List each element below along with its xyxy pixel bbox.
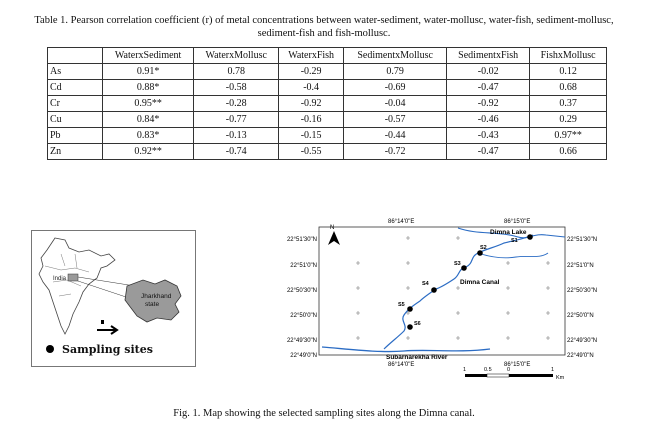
table-cell: 0.29 bbox=[530, 112, 607, 128]
table-cell: 0.66 bbox=[530, 144, 607, 160]
table-cell: -0.16 bbox=[279, 112, 344, 128]
table-cell: -0.29 bbox=[279, 64, 344, 80]
north-label: N bbox=[330, 225, 335, 231]
location-marker bbox=[101, 320, 104, 324]
site-label: S3 bbox=[454, 261, 461, 267]
lat-label-left: 22°49'0"N bbox=[290, 353, 317, 359]
site-label: S5 bbox=[398, 302, 405, 308]
state-label-line1: Jharkhand bbox=[141, 293, 172, 300]
dimna-canal-map bbox=[228, 213, 644, 389]
sampling-site-marker bbox=[407, 324, 413, 330]
lat-label-right: 22°51'30"N bbox=[567, 237, 598, 243]
row-metal: Cu bbox=[48, 112, 103, 128]
lat-label-right: 22°50'0"N bbox=[567, 313, 594, 319]
lat-labels-right bbox=[567, 237, 597, 359]
table-row bbox=[48, 128, 607, 144]
table-cell: -0.13 bbox=[194, 128, 279, 144]
lat-label-left: 22°50'0"N bbox=[290, 313, 317, 319]
table-row bbox=[48, 96, 607, 112]
scale-tick-label: 0.5 bbox=[484, 367, 492, 373]
table-cell: -0.28 bbox=[194, 96, 279, 112]
table-cell: -0.92 bbox=[447, 96, 530, 112]
table-cell: 0.91* bbox=[103, 64, 194, 80]
column-header: FishxMollusc bbox=[530, 48, 607, 64]
canal-label: Dimna Canal bbox=[460, 279, 500, 286]
sampling-site-marker bbox=[431, 287, 437, 293]
column-header: SedimentxFish bbox=[447, 48, 530, 64]
column-header: WaterxSediment bbox=[103, 48, 194, 64]
lon-label-top: 86°14'0"E bbox=[388, 219, 415, 225]
sampling-site-marker bbox=[407, 306, 413, 312]
india-label: India bbox=[53, 276, 67, 282]
table-cell: 0.88* bbox=[103, 80, 194, 96]
row-metal: Pb bbox=[48, 128, 103, 144]
table-cell: -0.46 bbox=[447, 112, 530, 128]
lon-label-bottom: 86°15'0"E bbox=[504, 362, 531, 368]
table-cell: -0.15 bbox=[279, 128, 344, 144]
table-cell: -0.43 bbox=[447, 128, 530, 144]
table-cell: -0.72 bbox=[344, 144, 447, 160]
table-header-row bbox=[48, 48, 607, 64]
table-cell: -0.4 bbox=[279, 80, 344, 96]
site-label: S6 bbox=[414, 321, 421, 327]
sampling-site-marker bbox=[527, 234, 533, 240]
lat-labels-left bbox=[287, 237, 317, 359]
table-cell: 0.95** bbox=[103, 96, 194, 112]
table-cell: 0.79 bbox=[344, 64, 447, 80]
site-label: S1 bbox=[511, 238, 518, 244]
table-cell: -0.55 bbox=[279, 144, 344, 160]
table-row bbox=[48, 80, 607, 96]
table-cell: 0.84* bbox=[103, 112, 194, 128]
table-cell: 0.68 bbox=[530, 80, 607, 96]
column-header: WaterxMollusc bbox=[194, 48, 279, 64]
table-caption: Table 1. Pearson correlation coefficient (r) of metal concentrations between water-sediment, water-mollusc, water-fish, sediment-mollusc, sediment-fish and fish-mollusc. bbox=[34, 15, 614, 39]
row-metal: Zn bbox=[48, 144, 103, 160]
scale-tick-label: 1 bbox=[463, 367, 467, 373]
jharkhand-highlight-small bbox=[68, 274, 78, 281]
table-cell: -0.47 bbox=[447, 144, 530, 160]
map-frame bbox=[319, 227, 565, 355]
table-row bbox=[48, 112, 607, 128]
row-metal: Cr bbox=[48, 96, 103, 112]
lat-label-right: 22°49'30"N bbox=[567, 338, 598, 344]
figure-caption: Fig. 1. Map showing the selected sampling sites along the Dimna canal. bbox=[173, 408, 475, 419]
correlation-table bbox=[47, 47, 607, 160]
lat-label-right: 22°50'30"N bbox=[567, 288, 598, 294]
lat-label-left: 22°50'30"N bbox=[286, 288, 317, 294]
site-label: S4 bbox=[422, 281, 429, 287]
table-cell: 0.83* bbox=[103, 128, 194, 144]
scale-unit: Km bbox=[556, 375, 565, 381]
scale-tick-label: 0 bbox=[507, 367, 511, 373]
row-metal: Cd bbox=[48, 80, 103, 96]
table-cell: -0.02 bbox=[447, 64, 530, 80]
lon-label-top: 86°15'0"E bbox=[504, 219, 531, 225]
table-cell: -0.04 bbox=[344, 96, 447, 112]
legend-label: Sampling sites bbox=[62, 343, 153, 356]
table-cell: -0.58 bbox=[194, 80, 279, 96]
lon-label-bottom: 86°14'0"E bbox=[388, 362, 415, 368]
sampling-site-marker bbox=[477, 250, 483, 256]
column-header bbox=[48, 48, 103, 64]
lat-label-left: 22°49'30"N bbox=[286, 338, 317, 344]
scale-tick-label: 1 bbox=[551, 367, 555, 373]
table-cell: -0.44 bbox=[344, 128, 447, 144]
lat-label-left: 22°51'30"N bbox=[286, 237, 317, 243]
state-label-line2: state bbox=[145, 301, 160, 308]
site-label: S2 bbox=[480, 245, 487, 251]
column-header: WaterxFish bbox=[279, 48, 344, 64]
lake-label: Dimna Lake bbox=[490, 229, 527, 236]
table-cell: 0.78 bbox=[194, 64, 279, 80]
table-cell: -0.69 bbox=[344, 80, 447, 96]
table-cell: -0.77 bbox=[194, 112, 279, 128]
row-metal: As bbox=[48, 64, 103, 80]
table-cell: -0.74 bbox=[194, 144, 279, 160]
table-cell: -0.92 bbox=[279, 96, 344, 112]
sampling-site-marker bbox=[461, 265, 467, 271]
river-label: Subarnarekha River bbox=[386, 354, 448, 361]
scale-bar bbox=[463, 367, 565, 381]
table-row bbox=[48, 64, 607, 80]
lat-label-left: 22°51'0"N bbox=[290, 263, 317, 269]
table-cell: 0.92** bbox=[103, 144, 194, 160]
table-cell: 0.12 bbox=[530, 64, 607, 80]
table-cell: 0.37 bbox=[530, 96, 607, 112]
table-cell: 0.97** bbox=[530, 128, 607, 144]
location-inset-map bbox=[31, 230, 196, 367]
lat-label-right: 22°51'0"N bbox=[567, 263, 594, 269]
sampling-site-legend-icon bbox=[46, 345, 54, 353]
lat-label-right: 22°49'0"N bbox=[567, 353, 594, 359]
column-header: SedimentxMollusc bbox=[344, 48, 447, 64]
table-row bbox=[48, 144, 607, 160]
table-cell: -0.57 bbox=[344, 112, 447, 128]
table-cell: -0.47 bbox=[447, 80, 530, 96]
